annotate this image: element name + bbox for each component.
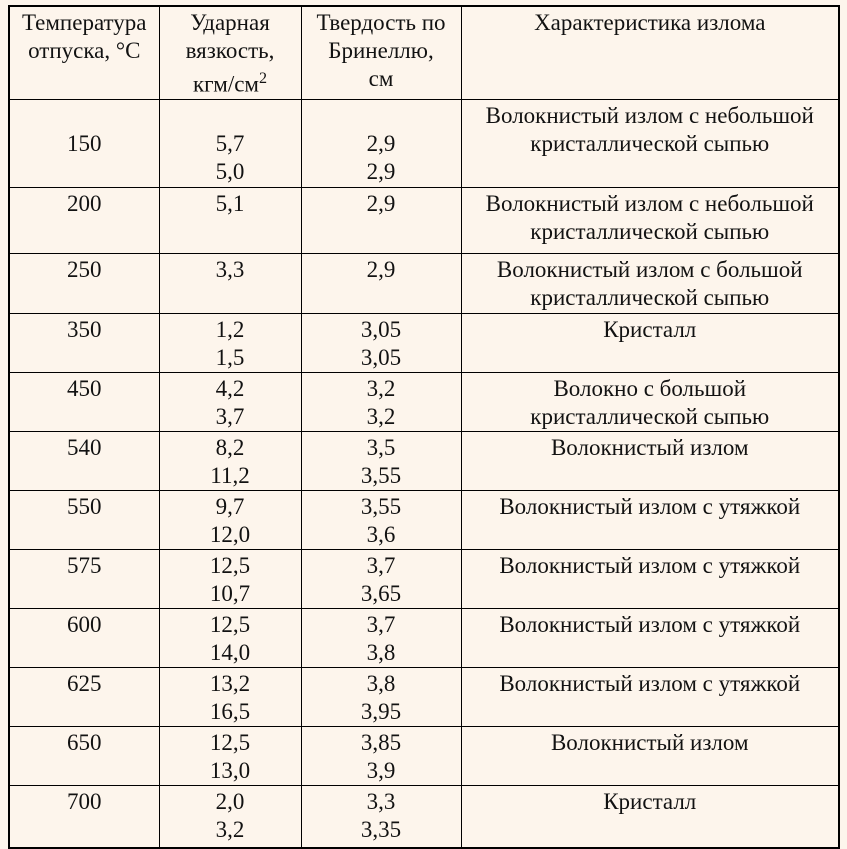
cell-toughness [159,372,301,431]
cell-line: 3,55 [360,462,402,488]
cell-line: 16,5 [209,698,251,724]
table-row [9,549,839,608]
header-cell-toughness [159,6,301,99]
cell-line: 3,55 [360,493,402,519]
cell-toughness [159,726,301,785]
cell-line: 540 [67,434,102,460]
cell-fracture [461,726,839,785]
header-cell-temperature [9,6,159,99]
table-header [9,6,839,99]
cell-fracture [461,608,839,667]
cell-hardness [301,431,461,490]
cell-toughness [159,608,301,667]
cell-line: Кристалл [603,316,697,342]
cell-toughness [159,99,301,187]
cell-line: 2,9 [366,256,396,282]
cell-toughness [159,490,301,549]
cell-hardness [301,490,461,549]
cell-line: кристаллической сыпью [530,218,770,244]
cell-line: кристаллической сыпью [530,284,770,310]
table-row [9,490,839,549]
cell-line: 3,2 [366,375,396,401]
cell-line: Ударная [190,10,270,35]
cell-line: Температура [21,10,147,35]
cell-fracture [461,549,839,608]
cell-hardness [301,726,461,785]
table-row [9,431,839,490]
cell-line: Твердость по [316,10,446,35]
cell-line: Волокнистый излом с утяжкой [499,670,801,696]
cell-hardness [301,99,461,187]
cell-line: 2,9 [366,158,396,184]
cell-temperature [9,313,159,372]
table-body [9,99,839,848]
cell-line: 12,0 [209,521,251,547]
cell-toughness [159,549,301,608]
cell-line: 12,5 [209,729,251,755]
table-row [9,785,839,848]
cell-line: Волокнистый излом [550,729,749,755]
cell-line: 3,7 [366,552,396,578]
cell-line: Характеристика излома [534,10,766,35]
cell-line: 9,7 [215,493,245,519]
table-row [9,187,839,253]
cell-line: см [368,66,394,91]
cell-hardness [301,608,461,667]
cell-line: кгм/$см^2$ [192,70,268,97]
cell-temperature [9,431,159,490]
cell-hardness [301,667,461,726]
cell-line: 2,9 [366,190,396,216]
cell-line: Волокнистый излом с небольшой [485,190,814,216]
cell-line: 1,2 [215,316,245,342]
cell-line: кристаллической сыпью [530,130,770,156]
cell-fracture [461,785,839,848]
cell-line: 11,2 [210,462,250,488]
cell-line: 3,95 [360,698,402,724]
cell-line: 3,3 [215,256,245,282]
cell-hardness [301,549,461,608]
cell-fracture [461,431,839,490]
cell-line: Волокнистый излом [550,434,749,460]
cell-line: 3,35 [360,816,402,842]
cell-line: 1,5 [215,344,245,370]
tempering-properties-table [8,5,840,849]
cell-line: 12,5 [209,552,251,578]
cell-line: 3,8 [366,670,396,696]
cell-fracture [461,253,839,313]
cell-temperature [9,785,159,848]
cell-line [14,102,155,130]
cell-line: 650 [67,729,102,755]
cell-line: 3,6 [366,521,396,547]
cell-line: отпуска, °С [28,38,141,63]
cell-line: 3,7 [215,403,245,429]
cell-line: 4,2 [215,375,245,401]
header-row [9,6,839,99]
cell-line: 14,0 [209,639,251,665]
cell-line: 3,65 [360,580,402,606]
cell-temperature [9,549,159,608]
cell-toughness [159,313,301,372]
cell-toughness [159,785,301,848]
cell-line: 575 [67,552,102,578]
cell-hardness [301,187,461,253]
cell-line: 200 [67,190,102,216]
cell-hardness [301,785,461,848]
cell-line: Волокно с большой [553,375,747,401]
cell-toughness [159,667,301,726]
header-cell-hardness [301,6,461,99]
cell-line: 8,2 [215,434,245,460]
cell-line: Волокнистый излом с большой [496,256,803,282]
cell-line: 3,05 [360,344,402,370]
cell-line: Кристалл [603,788,697,814]
cell-line: 10,7 [209,580,251,606]
cell-line: 3,7 [366,611,396,637]
cell-line: 550 [67,493,102,519]
cell-line: 2,9 [366,130,396,156]
cell-line: Бринеллю, [328,38,434,63]
cell-hardness [301,253,461,313]
cell-line: 3,2 [366,403,396,429]
cell-line: 3,9 [366,757,396,783]
cell-toughness [159,253,301,313]
cell-line: 700 [67,788,102,814]
cell-line: Волокнистый излом с утяжкой [499,552,801,578]
cell-hardness [301,313,461,372]
cell-temperature [9,187,159,253]
table-row [9,372,839,431]
cell-line [164,102,297,130]
cell-fracture [461,187,839,253]
cell-line: 13,0 [209,757,251,783]
cell-line [306,102,457,130]
header-cell-fracture [461,6,839,99]
cell-line: 3,8 [366,639,396,665]
table-row [9,726,839,785]
table-row [9,99,839,187]
cell-fracture [461,99,839,187]
cell-line: 3,3 [366,788,396,814]
cell-line: 3,05 [360,316,402,342]
superscript-2: 2 [258,70,268,87]
cell-line: 250 [67,256,102,282]
cell-fracture [461,313,839,372]
cell-temperature [9,608,159,667]
cell-line: Волокнистый излом с небольшой [485,102,814,128]
cell-temperature [9,253,159,313]
cell-line: 450 [67,375,102,401]
cell-fracture [461,372,839,431]
cell-line: 5,1 [215,190,245,216]
cell-line: Волокнистый излом с утяжкой [499,493,801,519]
cell-line: 5,0 [215,158,245,184]
cell-line: 150 [67,130,102,156]
cell-temperature [9,99,159,187]
cell-line: кристаллической сыпью [530,403,770,429]
cell-line: вязкость, [185,38,275,63]
table-row [9,667,839,726]
cell-line: 625 [67,670,102,696]
cell-line: 600 [67,611,102,637]
cell-hardness [301,372,461,431]
cell-line: 3,2 [215,816,245,842]
cell-temperature [9,490,159,549]
cell-line: 13,2 [209,670,251,696]
cell-toughness [159,187,301,253]
cell-fracture [461,490,839,549]
cell-line: 3,5 [366,434,396,460]
cell-line: 2,0 [215,788,245,814]
cell-toughness [159,431,301,490]
cell-line: 5,7 [215,130,245,156]
cell-fracture [461,667,839,726]
cell-temperature [9,726,159,785]
cell-line: Волокнистый излом с утяжкой [499,611,801,637]
cell-line: 3,85 [360,729,402,755]
cell-line: 12,5 [209,611,251,637]
table-row [9,313,839,372]
cell-temperature [9,372,159,431]
cell-temperature [9,667,159,726]
cell-line: 350 [67,316,102,342]
table-row [9,253,839,313]
table-row [9,608,839,667]
